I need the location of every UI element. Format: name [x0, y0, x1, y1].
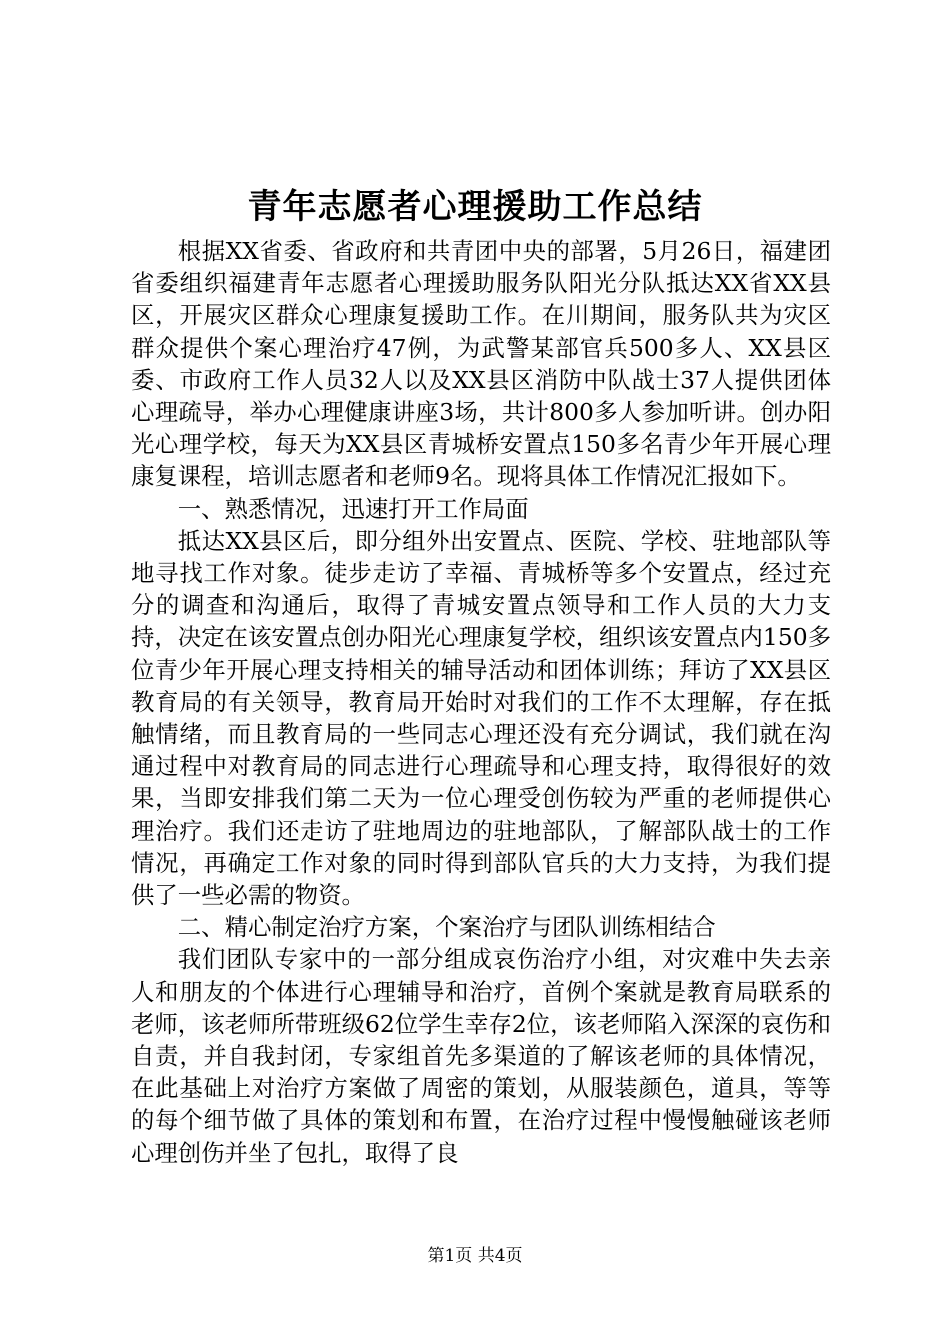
document-title: 青年志愿者心理援助工作总结 [247, 187, 703, 227]
paragraph-section-1: 抵达XX县区后，即分组外出安置点、医院、学校、驻地部队等地寻找工作对象。徒步走访了幸福、青城桥等多个安置点，经过充分的调查和沟通后，取得了青城安置点领导和工作人员的大力支持，决定在该安置点创办阳光心理康复学校，组织该安置点内150多位青少年开展心理支持相关的辅导活动和团体训练；拜访了XX县区教育局的有关领导，教育局开始时对我们的工作不太理解，存在抵触情绪，而且教育局的一些同志心理还没有充分调试，我们就在沟通过程中对教育局的同志进行心理疏导和心理支持，取得很好的效果，当即安排我们第二天为一位心理受创伤较为严重的老师提供心理治疗。我们还走访了驻地周边的驻地部队，了解部队战士的工作情况，再确定工作对象的同时得到部队官兵的大力支持，为我们提供了一些必需的物资。 [131, 526, 831, 910]
paragraph-intro: 根据XX省委、省政府和共青团中央的部署，5月26日，福建团省委组织福建青年志愿者心理援助服务队阳光分队抵达XX省XX县区，开展灾区群众心理康复援助工作。在川期间，服务队共为灾区群众提供个案心理治疗47例，为武警某部官兵500多人、XX县区委、市政府工作人员32人以及XX县区消防中队战士37人提供团体心理疏导，举办心理健康讲座3场，共计800多人参加听讲。创办阳光心理学校，每天为XX县区青城桥安置点150多名青少年开展心理康复课程，培训志愿者和老师9名。现将具体工作情况汇报如下。 [131, 237, 831, 491]
section-heading-2: 二、精心制定治疗方案，个案治疗与团队训练相结合 [177, 913, 716, 942]
page-footer: 第1页 共4页 [427, 1246, 523, 1266]
document-body [131, 235, 831, 1169]
section-heading-1: 一、熟悉情况，迅速打开工作局面 [177, 494, 529, 523]
paragraph-section-2: 我们团队专家中的一部分组成哀伤治疗小组，对灾难中失去亲人和朋友的个体进行心理辅导和治疗，首例个案就是教育局联系的老师，该老师所带班级62位学生幸存2位，该老师陷入深深的哀伤和自责，并自我封闭，专家组首先多渠道的了解该老师的具体情况，在此基础上对治疗方案做了周密的策划，从服装颜色，道具，等等的每个细节做了具体的策划和布置，在治疗过程中慢慢触碰该老师心理创伤并坐了包扎，取得了良 [131, 945, 831, 1167]
